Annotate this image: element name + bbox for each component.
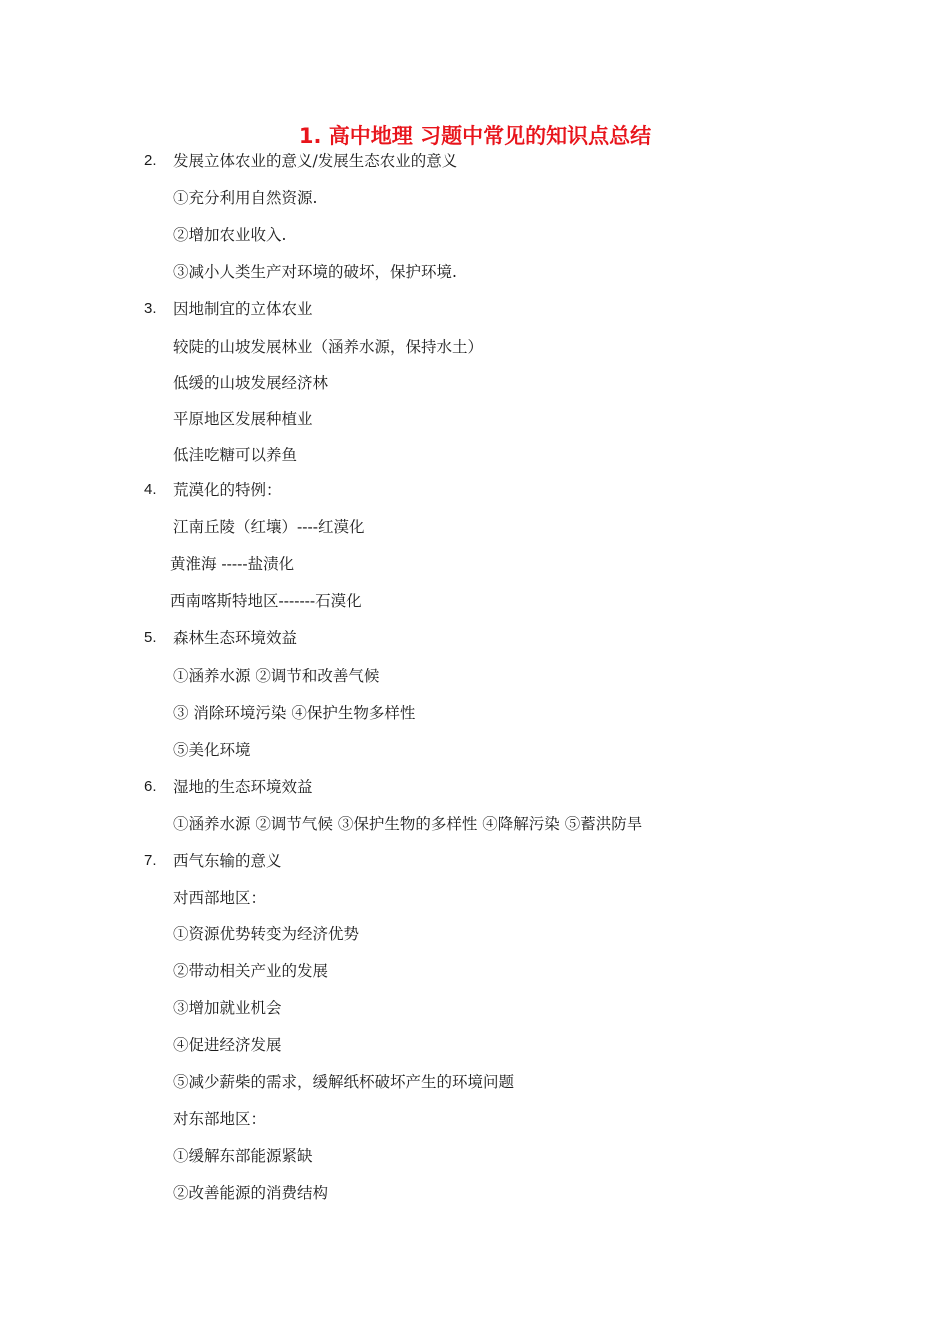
list-item: 对东部地区： (173, 1110, 267, 1128)
list-item: ⑤减少薪柴的需求，缓解纸杯破坏产生的环境问题 (173, 1073, 515, 1091)
section-heading: 因地制宜的立体农业 (173, 300, 313, 318)
section-number: 7. (144, 852, 157, 869)
document-title: 1. 高中地理 习题中常见的知识点总结 (298, 124, 652, 148)
section-number: 3. (144, 300, 157, 317)
section-heading: 西气东输的意义 (173, 852, 282, 870)
list-item: 平原地区发展种植业 (173, 410, 313, 428)
list-item: ①资源优势转变为经济优势 (173, 925, 360, 943)
list-item: ②带动相关产业的发展 (173, 962, 329, 980)
list-item: 黄淮海 -----盐渍化 (170, 555, 295, 573)
list-item: ①涵养水源 ②调节气候 ③保护生物的多样性 ④降解污染 ⑤蓄洪防旱 (173, 815, 643, 833)
section-heading: 荒漠化的特例： (173, 481, 282, 499)
section-heading: 发展立体农业的意义/发展生态农业的意义 (173, 152, 458, 170)
list-item: ①涵养水源 ②调节和改善气候 (173, 667, 380, 685)
section-number: 2. (144, 152, 157, 169)
list-item: ③ 消除环境污染 ④保护生物多样性 (173, 704, 416, 722)
section-heading: 湿地的生态环境效益 (173, 778, 313, 796)
list-item: ④促进经济发展 (173, 1036, 282, 1054)
section-heading: 森林生态环境效益 (173, 629, 298, 647)
list-item: ③增加就业机会 (173, 999, 282, 1017)
list-item: ①缓解东部能源紧缺 (173, 1147, 313, 1165)
section-number: 4. (144, 481, 157, 498)
list-item: 江南丘陵（红壤）----红漠化 (173, 518, 365, 536)
list-item: ③减小人类生产对环境的破坏，保护环境. (173, 263, 457, 281)
list-item: 低缓的山坡发展经济林 (173, 374, 329, 392)
list-item: 西南喀斯特地区-------石漠化 (170, 592, 362, 610)
list-item: ①充分利用自然资源. (173, 189, 318, 207)
list-item: 较陡的山坡发展林业（涵养水源，保持水土） (173, 338, 484, 356)
list-item: 低洼吃糖可以养鱼 (173, 446, 298, 464)
list-item: ⑤美化环境 (173, 741, 251, 759)
section-number: 5. (144, 629, 157, 646)
list-item: ②改善能源的消费结构 (173, 1184, 329, 1202)
list-item: ②增加农业收入. (173, 226, 287, 244)
list-item: 对西部地区： (173, 889, 267, 907)
section-number: 6. (144, 778, 157, 795)
